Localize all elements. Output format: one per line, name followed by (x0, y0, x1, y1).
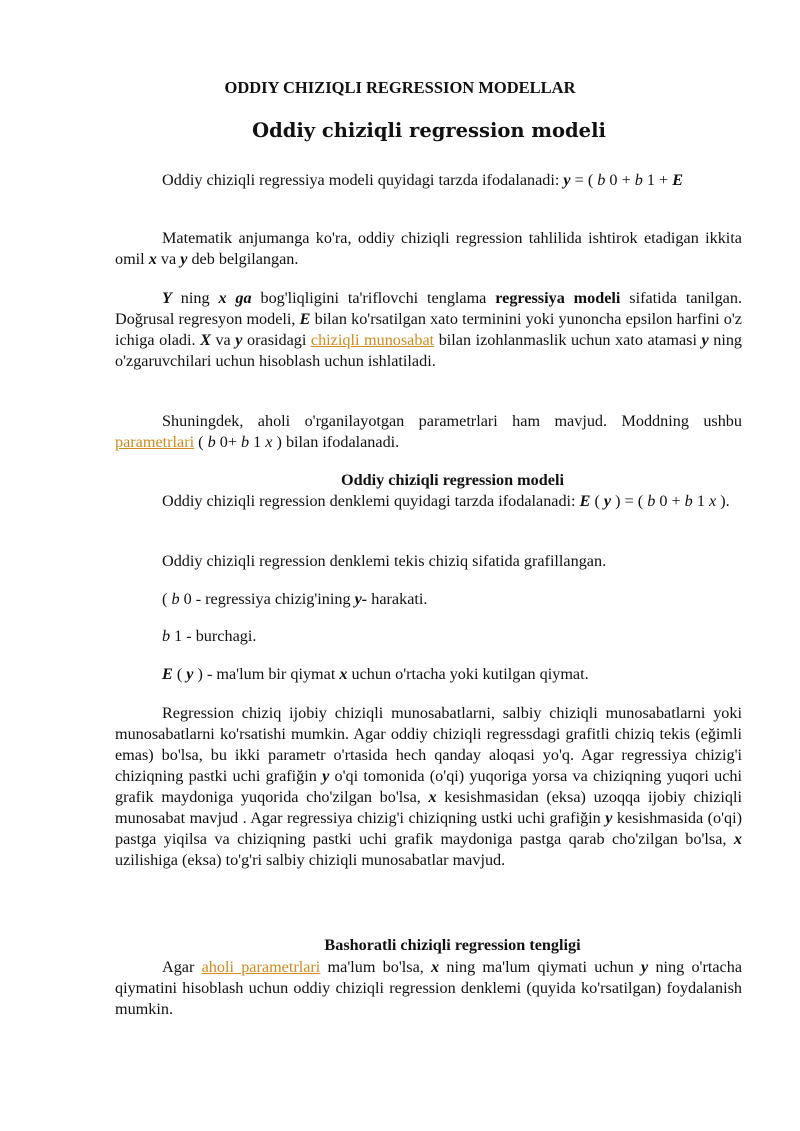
section-subtitle: Oddiy chiziqli regression modeli (252, 119, 606, 142)
paragraph-8 (115, 626, 742, 647)
text: ) = ( (611, 492, 648, 510)
var-Y: Y (162, 289, 172, 307)
text: = ( (570, 171, 598, 189)
text: uzilishiga (eksa) to'g'ri salbiy chiziqli munosabatlar mavjud. (115, 851, 506, 869)
text: 1 + (642, 171, 673, 189)
text: ning o'rtacha qiymatini hisoblash uchun oddiy chiziqli regression denklemi (quyida ko'rsatilgan) foydalanish mumkin. (115, 958, 743, 1018)
paragraph-7 (115, 589, 742, 610)
text: bilan izohlanmaslik uchun xato atamasi (434, 331, 702, 349)
text: orasidagi (242, 331, 311, 349)
var-x: x (431, 958, 440, 976)
section-heading: Oddiy chiziqli regression modeli (341, 471, 564, 489)
text: ) bilan ifodalanadi. (272, 433, 400, 451)
paragraph-10 (115, 703, 742, 871)
paragraph-5 (115, 491, 742, 512)
var-x: x (733, 830, 742, 848)
section-heading: Bashoratli chiziqli regression tengligi (324, 936, 581, 954)
text: 1 - burchagi. (170, 627, 257, 645)
text: Oddiy chiziqli regression denklemi tekis chiziq sifatida grafillangan. (162, 552, 607, 570)
paragraph-6 (115, 551, 742, 572)
text: bog'liqligini ta'riflovchi tenglama (251, 289, 496, 307)
text: ) - ma'lum bir qiymat (193, 665, 340, 683)
text: Shuningdek, aholi o'rganilayotgan parametrlari ham mavjud. Moddning ushbu (162, 412, 742, 430)
var-b1: b (684, 492, 693, 510)
text: 0+ (215, 433, 241, 451)
var-b1: b (162, 627, 171, 645)
link-aholi-parametrlari[interactable]: aholi parametrlari (201, 958, 321, 976)
var-b0: b (207, 433, 216, 451)
text: ( (194, 433, 208, 451)
paragraph-2 (115, 228, 742, 270)
text: harakati. (367, 590, 428, 608)
var-b0: b (171, 590, 180, 608)
paragraph-4 (115, 411, 742, 453)
var-E: E (299, 310, 311, 328)
var-y: y (180, 250, 188, 268)
var-b0: b (647, 492, 656, 510)
text: ning ma'lum qiymati uchun (439, 958, 642, 976)
text: kesishmasida (o'qi) pastga yiqilsa va chiziqning pastki uchi grafik maydoniga pastga qarab cho'zilgan bo'lsa, (115, 809, 742, 848)
text: ning (171, 289, 219, 307)
text: kesishmasidan (eksa) uzoqqa ijobiy chiziqli munosabat mavjud . Agar regressiya chizig'i chiziqning ustki uchi grafiğin (115, 788, 742, 827)
var-y: y (603, 492, 612, 510)
var-x: x (148, 250, 157, 268)
var-x: x (708, 492, 717, 510)
page-title: ODDIY CHIZIQLI REGRESSION MODELLAR (224, 78, 576, 97)
text: ning o'zgaruvchilari uchun hisoblash uchun ishlatiladi. (115, 331, 743, 370)
text: va (210, 331, 236, 349)
text: deb belgilangan. (187, 250, 299, 268)
text: bilan ko'rsatilgan xato terminini yoki yunoncha epsilon harfini o'z ichiga oladi. (115, 310, 742, 349)
var-y: y (701, 331, 709, 349)
var-E: E (579, 492, 591, 510)
bold-term: regressiya modeli (495, 289, 621, 307)
var-y: y (563, 171, 571, 189)
var-y: y (235, 331, 243, 349)
var-x: x (339, 665, 348, 683)
var-y: y- (354, 590, 368, 608)
text: 1 (692, 492, 709, 510)
paragraph-3 (115, 288, 742, 372)
text: 0 + (655, 492, 685, 510)
var-x: x (265, 433, 273, 451)
var-E: E (672, 171, 684, 189)
text: uchun o'rtacha yoki kutilgan qiymat. (347, 665, 589, 683)
var-ga: ga (235, 289, 252, 307)
paragraph-1 (115, 170, 742, 191)
text: 0 + (605, 171, 635, 189)
link-parametrlari[interactable]: parametrlari (115, 433, 195, 451)
text: ). (716, 492, 730, 510)
link-chiziqli-munosabat[interactable]: chiziqli munosabat (310, 331, 435, 349)
text: 1 (249, 433, 266, 451)
var-E: E (162, 665, 173, 683)
text: Oddiy chiziqli regression denklemi quyidagi tarzda ifodalanadi: (162, 492, 580, 510)
text: va (156, 250, 181, 268)
text: Regression chiziq ijobiy chiziqli munosabatlarni, salbiy chiziqli munosabatlarni yoki munosabatlarni ko'rsatishi mumkin. Agar oddiy chiziqli regressdagi grafitli chiziq tekis (eğimli emas) bo'lsa, bu ikki parametr o'rtasida hech qanday aloqasi yo'q. Agar regressiya chizig'i chiziqning pastki uchi grafiğin (115, 704, 742, 785)
paragraph-9 (115, 664, 742, 685)
text: ( (590, 492, 604, 510)
text: ( (162, 590, 172, 608)
var-y: y (186, 665, 194, 683)
var-b1: b (634, 171, 643, 189)
var-y: y (322, 767, 330, 785)
paragraph-11 (115, 957, 742, 1020)
text: Agar (162, 958, 202, 976)
text: ma'lum bo'lsa, (320, 958, 432, 976)
var-x: x (428, 788, 437, 806)
text: o'qi tomonida (o'qi) yuqoriga yorsa va chiziqning yuqori uchi grafik maydoniga yuqorida cho'zilgan bo'lsa, (115, 767, 743, 806)
text: sifatida tanilgan. Doğrusal regresyon modeli, (115, 289, 743, 328)
var-y: y (605, 809, 613, 827)
var-b1: b (241, 433, 250, 451)
text: Oddiy chiziqli regressiya modeli quyidagi tarzda ifodalanadi: (162, 171, 564, 189)
var-y: y (641, 958, 649, 976)
var-b0: b (597, 171, 606, 189)
text: 0 - regressiya chizig'ining (179, 590, 355, 608)
text: ( (172, 665, 187, 683)
var-X: X (200, 331, 211, 349)
text: Matematik anjumanga ko'ra, oddiy chiziqli regression tahlilida ishtirok etadigan ikkita omil (115, 229, 742, 268)
var-x: x (218, 289, 227, 307)
